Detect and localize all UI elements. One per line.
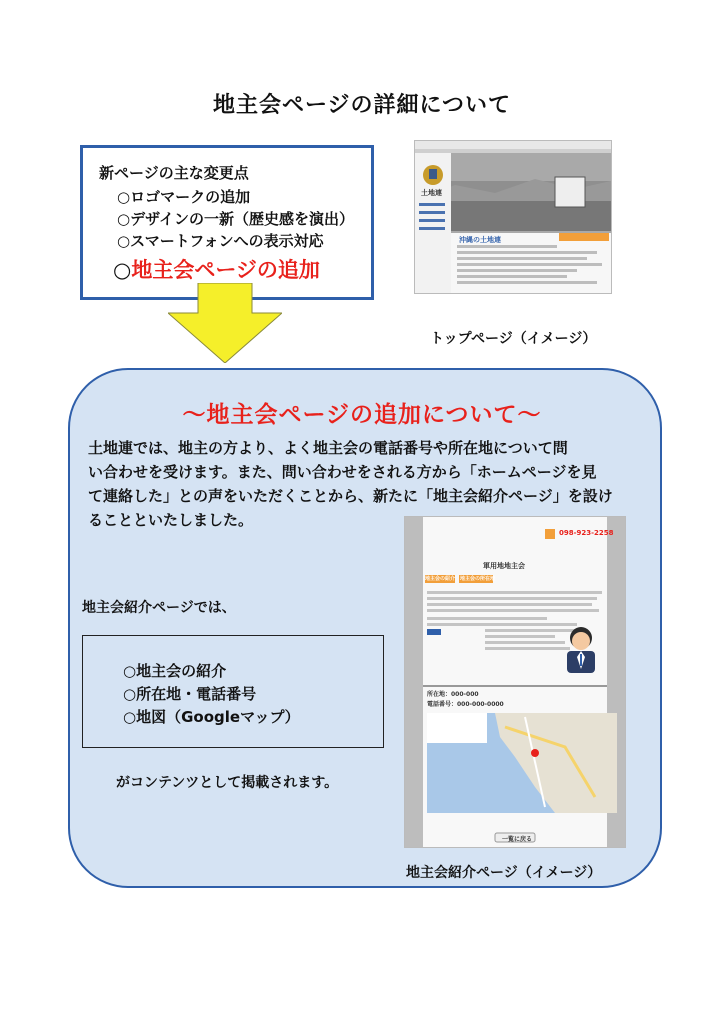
change-item-highlight-text: 地主会ページの追加 xyxy=(131,258,320,282)
contents-lead: 地主会紹介ページでは、 xyxy=(82,600,236,616)
change-item-text: デザインの一新（歴史感を演出） xyxy=(130,210,355,228)
top-logo-text: 土地連 xyxy=(421,189,442,197)
top-section-heading: 沖縄の土地連 xyxy=(459,236,501,244)
changes-box xyxy=(80,145,374,300)
content-item-map: ○地図（Googleマップ） xyxy=(123,708,300,726)
change-item-smartphone xyxy=(117,230,324,251)
top-page-image xyxy=(415,141,611,293)
change-item-text: ロゴマークの追加 xyxy=(130,188,251,206)
intro-line: ることといたしました。 xyxy=(88,511,254,529)
page-title: 地主会ページの詳細について xyxy=(212,93,512,118)
landowner-info-phone: 電話番号：000-000-0000 xyxy=(427,701,504,708)
feature-title: ～地主会ページの追加について～ xyxy=(182,402,542,428)
top-page-screenshot xyxy=(414,140,612,294)
contents-tail: がコンテンツとして掲載されます。 xyxy=(116,775,339,791)
circle-mark: ○ xyxy=(117,232,131,250)
intro-line: い合わせを受けます。また、問い合わせをされる方から「ホームページを見 xyxy=(88,463,597,481)
changes-heading: 新ページの主な変更点 xyxy=(99,164,249,182)
landowner-tab-address: 地主会の所在地 xyxy=(460,576,496,582)
landowner-page-caption: 地主会紹介ページ（イメージ） xyxy=(406,865,602,881)
circle-mark: ○ xyxy=(117,210,131,228)
arrow-down-icon xyxy=(168,283,282,363)
top-page-caption: トップページ（イメージ） xyxy=(430,331,597,347)
landowner-association-name: 軍用地地主会 xyxy=(483,562,525,570)
landowner-tab-intro: 地主会の紹介 xyxy=(425,576,456,582)
change-item-text: スマートフォンへの表示対応 xyxy=(130,232,324,250)
map-marker-icon xyxy=(531,749,539,757)
back-to-list-button[interactable]: 一覧に戻る xyxy=(502,836,533,843)
content-item-intro: ○地主会の紹介 xyxy=(123,662,227,680)
contents-box xyxy=(82,635,384,748)
change-item-landowner-page xyxy=(113,254,320,284)
landowner-phone: 098-923-2258 xyxy=(559,529,614,537)
circle-mark: ○ xyxy=(117,188,131,206)
content-item-address: ○所在地・電話番号 xyxy=(123,685,257,703)
intro-line: 土地連では、地主の方より、よく地主会の電話番号や所在地について問 xyxy=(88,439,568,457)
landowner-info-address: 所在地：000-000 xyxy=(427,691,479,698)
change-item-logo xyxy=(117,186,250,207)
change-item-design xyxy=(117,208,354,229)
avatar-face xyxy=(572,632,590,650)
intro-line: て連絡した」との声をいただくことから、新たに「地主会紹介ページ」を設け xyxy=(88,487,613,505)
landowner-page-screenshot xyxy=(404,516,626,848)
circle-mark: ○ xyxy=(113,258,132,282)
